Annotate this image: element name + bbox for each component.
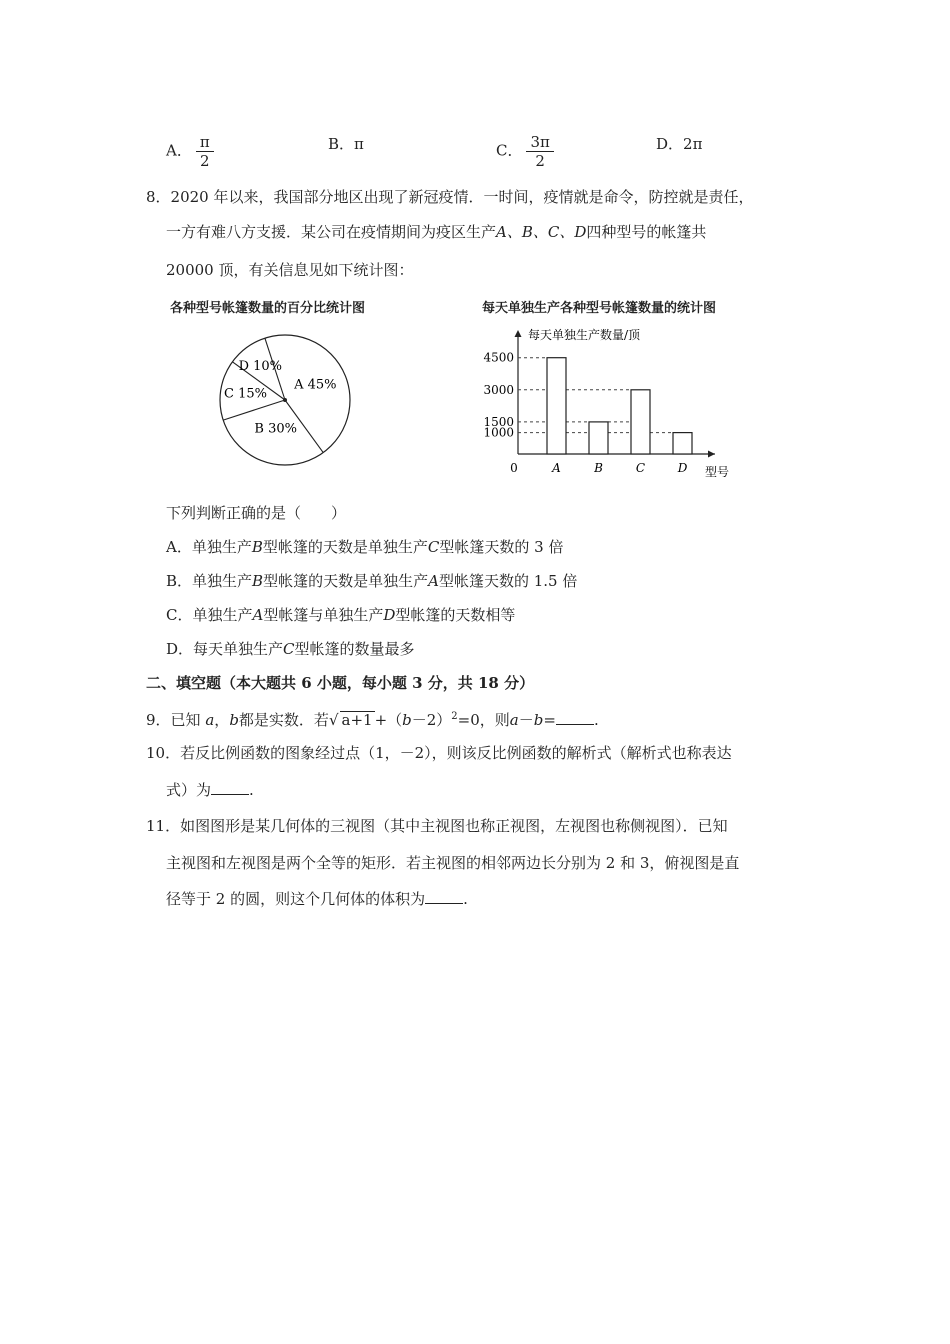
q7-option-c: C． $\frac{3\pi}{2}$ [496,133,554,170]
q8-line1: 8．2020 年以来，我国部分地区出现了新冠疫情．一时间，疫情就是命令，防控就是责任， [146,188,754,206]
pie-center [283,398,287,402]
pie-label-a: A 45% [294,377,337,393]
x-tick-c: C [635,461,646,475]
pie-chart [210,325,360,475]
answer-blank[interactable] [425,889,463,904]
x-axis-label: 型号 [705,465,730,479]
q8-line3: 20000 顶，有关信息见如下统计图： [166,261,414,279]
pie-chart-title: 各种型号帐篷数量的百分比统计图 [170,301,366,316]
fraction: $\frac{3\pi}{2}$ [526,133,553,170]
q8-option-c: C．单独生产A型帐篷与单独生产D型帐篷的天数相等 [166,606,516,624]
answer-blank[interactable] [211,780,249,795]
answer-blank[interactable] [556,710,594,725]
q11-line3: 径等于 2 的圆，则这个几何体的体积为 . [166,890,468,908]
q7-option-d: D．2π [656,135,703,153]
sqrt-symbol: √ [328,711,339,729]
q7-option-a: A． $\frac{\pi}{2}$ [166,133,214,170]
y-tick-1500: 1500 [483,414,514,429]
pie-label-d: D 10% [238,359,283,375]
q8-option-b: B．单独生产B型帐篷的天数是单独生产A型帐篷天数的 1.5 倍 [166,572,578,590]
q8-question: 下列判断正确的是（ ） [166,504,347,522]
pie-label-b: B 30% [254,421,298,437]
section-heading: 二、填空题（本大题共 6 小题，每小题 3 分，共 18 分） [146,674,535,692]
bar-chart-title: 每天单独生产各种型号帐篷数量的统计图 [482,301,717,316]
x-axis-arrow [708,451,715,458]
x-tick-a: A [552,461,561,475]
q8-line2: 一方有难八方支援．某公司在疫情期间为疫区生产A、B、C、D四种型号的帐篷共 [166,223,707,241]
q10-line1: 10．若反比例函数的图象经过点（1，－2），则该反比例函数的解析式（解析式也称表达 [146,744,732,762]
y-tick-4500: 4500 [483,350,514,365]
bar-a [547,358,566,454]
q7-option-b: B．π [328,135,364,153]
origin-label: 0 [510,461,518,475]
bar-c [631,390,650,454]
y-tick-3000: 3000 [483,382,514,397]
bar-chart [470,322,745,487]
bar-b [589,422,608,454]
fraction: $\frac{\pi}{2}$ [196,133,214,170]
x-tick-d: D [677,461,688,475]
y-tick-1000: 1000 [483,425,514,440]
q9: 9．已知 a，b都是实数．若√ $a+1 +(b-2)^2=0$，则a－b= . [146,711,599,729]
q8-option-d: D．每天单独生产C型帐篷的数量最多 [166,640,415,658]
q11-line2: 主视图和左视图是两个全等的矩形．若主视图的相邻两边长分别为 2 和 3，俯视图是直 [166,854,740,872]
y-axis-arrow [515,330,522,337]
q8-option-a: A．单独生产B型帐篷的天数是单独生产C型帐篷天数的 3 倍 [166,538,564,556]
bar-d [673,433,692,454]
pie-label-c: C 15% [224,386,267,402]
q10-line2: 式）为 . [166,781,254,799]
q11-line1: 11．如图图形是某几何体的三视图（其中主视图也称正视图，左视图也称侧视图）．已知 [146,817,728,835]
x-tick-b: B [594,461,603,475]
y-axis-label: 每天单独生产数量/顶 [528,328,641,342]
